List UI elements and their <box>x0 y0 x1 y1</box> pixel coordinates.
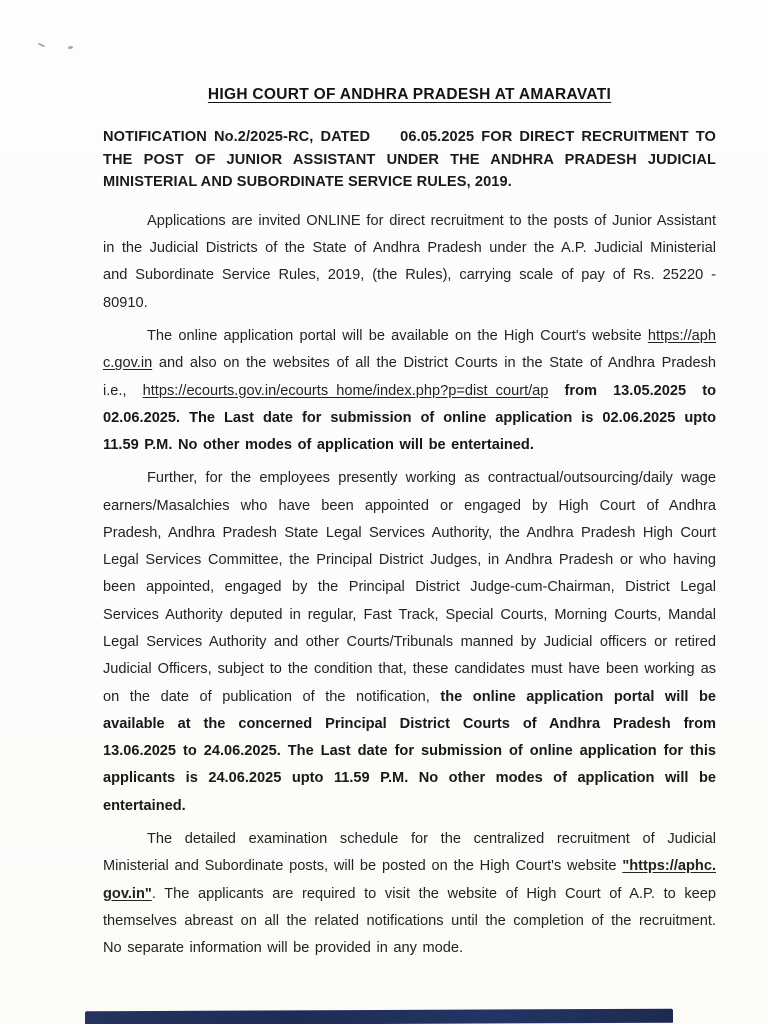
text-run: Applications are invited ONLINE for direct recruitment to the posts of Junior Assistant in the Judicial Districts of the State of Andhra Pradesh under the A.P. Judicial Ministerial and Subordinate Service Rules, 2019, (the Rules), carrying scale of pay of Rs. 25220 - 80910. <box>103 212 716 311</box>
paragraph-online-portal <box>103 323 716 459</box>
text-run: Further, for the employees presently working as contractual/outsourcing/daily wage earners/Masalchies who have been appointed or engaged by High Court of Andhra Pradesh, Andhra Pradesh State Legal Services Authority, the Andhra Pradesh High Court Legal Services Committee, the Principal District Judges, in Andhra Pradesh or who having been appointed, engaged by the Principal District Judge-cum-Chairman, District Legal Services Authority deputed in regular, Fast Track, Special Courts, Morning Courts, Mandal Legal Services Authority and other Courts/Tribunals manned by Judicial officers or retired Judicial Officers, subject to the condition that, these candidates must have been working as on the date of publication of the notification, <box>103 470 716 705</box>
paragraph-applications-invited <box>103 208 716 317</box>
document-content <box>103 86 716 968</box>
text-run: The detailed examination schedule for the centralized recruitment of Judicial Ministerial and Subordinate posts, will be posted on the High Court's website <box>103 831 716 875</box>
text-run: . The applicants are required to visit the website of High Court of A.P. to keep themselves abreast on all the related notifications until the completion of the recruitment. No separate information will be provided in any mode. <box>103 885 716 957</box>
link-aphc-website-bold[interactable]: "https://aphc.gov.in" <box>103 858 716 902</box>
notification-heading <box>103 126 716 194</box>
scan-pen-mark <box>38 43 45 48</box>
paragraph-examination-schedule <box>103 826 716 962</box>
scan-pen-mark <box>68 46 73 50</box>
link-ecourts-district[interactable]: https://ecourts.gov.in/ecourts_home/index.php?p=dist_court/ap <box>142 382 549 399</box>
bold-run-submission-dates: from 13.05.2025 to 02.06.2025. The Last date for submission of online application is 02.06.2025 upto 11.59 P.M. No other modes of application will be entertained. <box>103 382 716 454</box>
scan-bottom-strip <box>85 1009 673 1024</box>
notification-heading-part1: NOTIFICATION No.2/2025-RC, DATED <box>103 129 371 145</box>
text-run: and also on the websites of all the District Courts in the State of Andhra Pradesh i.e., <box>103 355 716 399</box>
bold-run-district-court-dates: the online application portal will be available at the concerned Principal District Courts of Andhra Pradesh from 13.06.2025 to 24.06.2025. The Last date for submission of online application for this applicants is 24.06.2025 upto 11.59 P.M. No other modes of application will be entertained. <box>103 688 717 814</box>
link-aphc-website[interactable]: https://aphc.gov.in <box>103 327 716 372</box>
text-run: The online application portal will be available on the High Court's website <box>147 327 648 344</box>
notification-heading-part2: 06.05.2025 FOR DIRECT RECRUITMENT TO THE POST OF JUNIOR ASSISTANT UNDER THE ANDHRA PRADESH JUDICIAL MINISTERIAL AND SUBORDINATE SERVICE RULES, 2019. <box>103 129 716 191</box>
document-title: HIGH COURT OF ANDHRA PRADESH AT AMARAVATI <box>207 86 612 103</box>
paragraph-contract-employees <box>103 465 716 820</box>
